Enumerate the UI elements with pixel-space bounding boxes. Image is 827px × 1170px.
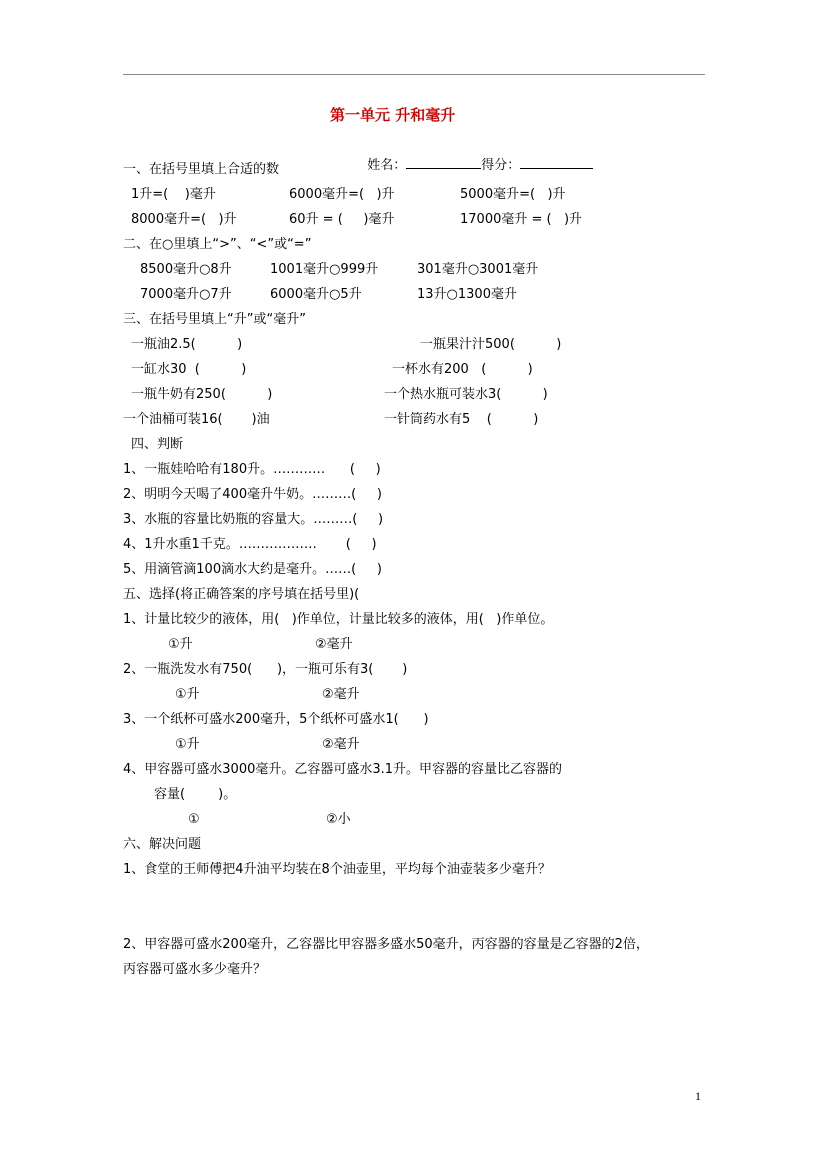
s5-q2: 2、一瓶洗发水有750( )，一瓶可乐有3( ) xyxy=(123,662,408,677)
s3-item-3: 一缸水30 ( ) xyxy=(131,362,247,377)
s5-q3-opt-2: ②毫升 xyxy=(322,737,360,752)
s1-item-5: 60升 = ( )毫升 xyxy=(289,212,395,227)
s3-item-1: 一瓶油2.5( ) xyxy=(131,337,243,352)
s6-q1: 1、食堂的王师傅把4升油平均装在8个油壶里，平均每个油壶装多少毫升？ xyxy=(123,862,551,877)
section5-heading: 五、选择(将正确答案的序号填在括号里)( xyxy=(123,587,360,602)
s2-item-4: 7000毫升○7升 xyxy=(140,287,232,302)
s4-item-2: 2、明明今天喝了400毫升牛奶。………( ) xyxy=(123,487,382,502)
s5-q4: 4、甲容器可盛水3000毫升。乙容器可盛水3.1升。甲容器的容量比乙容器的 xyxy=(123,762,563,777)
s3-item-8: 一针筒药水有5 ( ) xyxy=(384,412,539,427)
name-label: 姓名： xyxy=(367,158,407,173)
s1-item-1: 1升=( )毫升 xyxy=(131,187,216,202)
s3-item-2: 一瓶果汁汁500( ) xyxy=(420,337,562,352)
header-rule xyxy=(123,74,705,75)
s2-item-2: 1001毫升○999升 xyxy=(270,262,379,277)
s6-q2-line1: 2、甲容器可盛水200毫升，乙容器比甲容器多盛水50毫升，丙容器的容量是乙容器的2倍， xyxy=(123,937,649,952)
s3-item-6: 一个热水瓶可装水3( ) xyxy=(384,387,548,402)
score-blank[interactable] xyxy=(520,154,593,169)
page-number: 1 xyxy=(695,1089,701,1103)
s5-q3: 3、一个纸杯可盛水200毫升，5个纸杯可盛水1( ) xyxy=(123,712,429,727)
s5-q4-cont: 容量( )。 xyxy=(154,787,237,802)
name-blank[interactable] xyxy=(406,154,481,169)
s1-item-3: 5000毫升=( )升 xyxy=(460,187,566,202)
section6-heading: 六、解决问题 xyxy=(123,837,202,852)
s5-q4-opt-2: ②小 xyxy=(326,812,351,827)
s5-q3-opt-1: ①升 xyxy=(175,737,200,752)
s3-item-4: 一杯水有200 ( ) xyxy=(392,362,533,377)
s1-item-4: 8000毫升=( )升 xyxy=(131,212,237,227)
s5-q4-opt-1: ① xyxy=(188,812,200,827)
page-title: 第一单元 升和毫升 xyxy=(330,106,456,124)
s1-item-6: 17000毫升 = ( )升 xyxy=(460,212,583,227)
s4-item-3: 3、水瓶的容量比奶瓶的容量大。………( ) xyxy=(123,512,384,527)
section1-heading: 一、在括号里填上合适的数 xyxy=(123,162,280,177)
name-score-line xyxy=(359,136,593,175)
score-label: 得分： xyxy=(481,158,521,173)
s4-item-1: 1、一瓶娃哈哈有180升。………… ( ) xyxy=(123,462,381,477)
s2-item-3: 301毫升○3001毫升 xyxy=(417,262,539,277)
s3-item-7: 一个油桶可装16( )油 xyxy=(123,412,270,427)
s4-item-5: 5、用滴管滴100滴水大约是毫升。……( ) xyxy=(123,562,382,577)
s1-item-2: 6000毫升=( )升 xyxy=(289,187,395,202)
section2-heading: 二、在○里填上“>”、“<”或“=” xyxy=(123,237,312,252)
s4-item-4: 4、1升水重1千克。……………… ( ) xyxy=(123,537,377,552)
s6-q2-line2: 丙容器可盛水多少毫升？ xyxy=(123,962,267,977)
s3-item-5: 一瓶牛奶有250( ) xyxy=(131,387,273,402)
s5-q2-opt-2: ②毫升 xyxy=(322,687,360,702)
s5-q2-opt-1: ①升 xyxy=(175,687,200,702)
s2-item-6: 13升○1300毫升 xyxy=(417,287,517,302)
s5-q1-opt-1: ①升 xyxy=(168,637,193,652)
s5-q1: 1、计量比较少的液体，用( )作单位，计量比较多的液体，用( )作单位。 xyxy=(123,612,554,627)
section3-heading: 三、在括号里填上“升”或“毫升” xyxy=(123,312,306,327)
s5-q1-opt-2: ②毫升 xyxy=(315,637,353,652)
section4-heading: 四、判断 xyxy=(131,437,184,452)
s2-item-1: 8500毫升○8升 xyxy=(140,262,232,277)
s2-item-5: 6000毫升○5升 xyxy=(270,287,362,302)
